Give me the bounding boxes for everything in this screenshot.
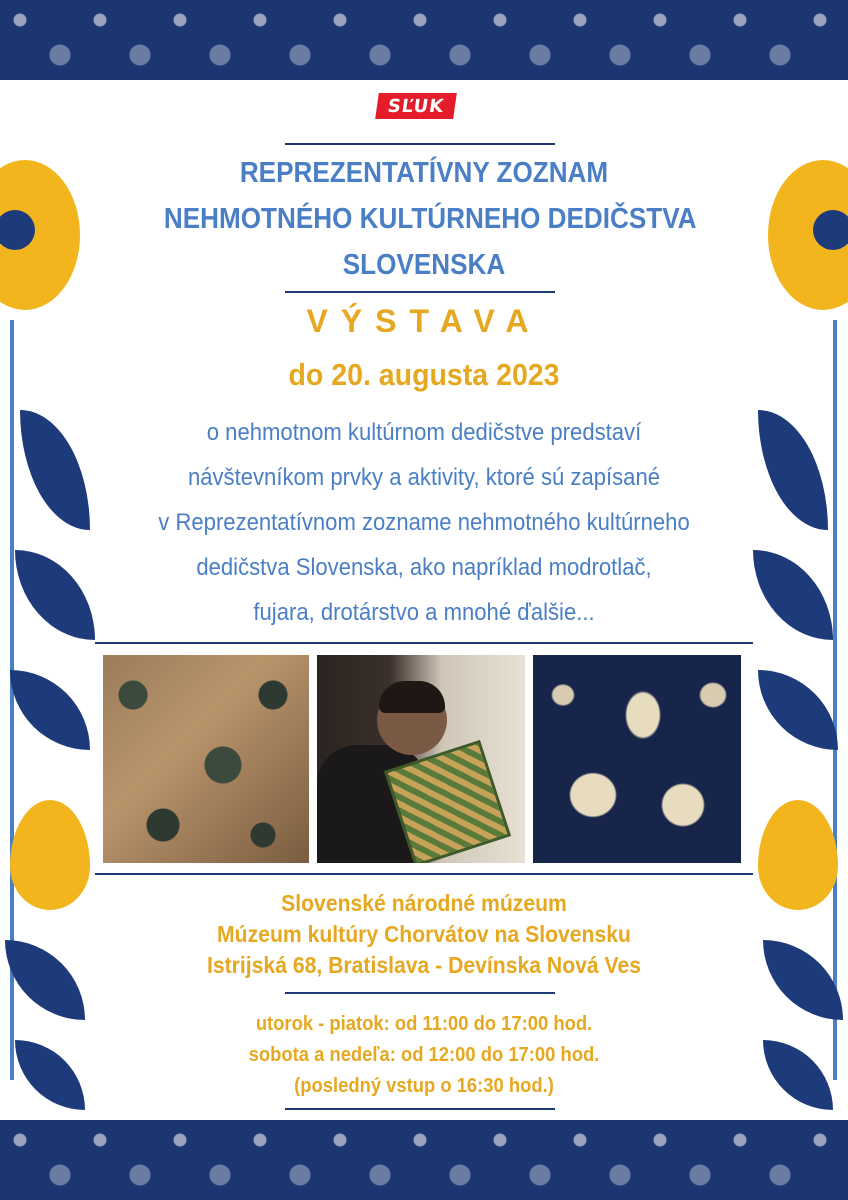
- description-line: v Reprezentatívnom zozname nehmotného kultúrneho: [158, 509, 690, 536]
- title-line: REPREZENTATÍVNY ZOZNAM: [239, 157, 609, 189]
- leaf-icon: [758, 410, 828, 530]
- divider-line: [95, 873, 753, 875]
- exhibition-description: [140, 410, 709, 635]
- leaf-icon: [20, 410, 90, 530]
- leaf-icon: [15, 1040, 85, 1110]
- divider-line: [95, 642, 753, 644]
- photo-craftsman: [317, 655, 525, 863]
- divider-line: [285, 1108, 555, 1110]
- description-line: o nehmotnom kultúrnom dedičstve predstaví: [206, 419, 642, 446]
- description-line: návštevníkom prvky a aktivity, ktoré sú zapísané: [187, 464, 661, 491]
- description-line: dedičstva Slovenska, ako napríklad modrotlač,: [196, 554, 652, 581]
- divider-line: [285, 143, 555, 145]
- leaf-icon: [15, 550, 95, 640]
- leaf-icon: [5, 940, 85, 1020]
- opening-hours: [121, 1009, 726, 1102]
- stem-decoration: [833, 320, 837, 1080]
- photo-blueprint-fabric: [533, 655, 741, 863]
- description-line: fujara, drotárstvo a mnohé ďalšie...: [253, 599, 595, 626]
- hours-line: utorok - piatok: od 11:00 do 17:00 hod.: [255, 1013, 593, 1035]
- hours-line: (posledný vstup o 16:30 hod.): [294, 1075, 554, 1097]
- flower-center-icon: [813, 210, 848, 250]
- yellow-bud-icon: [10, 800, 90, 910]
- leaf-icon: [758, 670, 838, 750]
- person-hair: [379, 681, 445, 713]
- title-line: SLOVENSKA: [342, 249, 506, 281]
- poster-card: [95, 80, 753, 1120]
- indigo-pattern-bottom: [0, 1120, 848, 1200]
- floral-border-right: [753, 80, 848, 1120]
- floral-border-left: [0, 80, 95, 1120]
- leaf-icon: [753, 550, 833, 640]
- sluk-logo: SĽUK: [375, 93, 457, 119]
- leaf-icon: [763, 940, 843, 1020]
- venue-info: [121, 888, 726, 981]
- hours-line: sobota a nedeľa: od 12:00 do 17:00 hod.: [248, 1044, 600, 1066]
- exhibition-heading: VÝSTAVA: [306, 303, 542, 339]
- exhibition-date: do 20. augusta 2023: [288, 357, 560, 392]
- indigo-pattern-top: [0, 0, 848, 80]
- venue-line: Istrijská 68, Bratislava - Devínska Nová Ves: [206, 952, 642, 978]
- leaf-icon: [763, 1040, 833, 1110]
- venue-line: Slovenské národné múzeum: [281, 890, 567, 916]
- divider-line: [285, 992, 555, 994]
- leaf-icon: [10, 670, 90, 750]
- venue-line: Múzeum kultúry Chorvátov na Slovensku: [217, 921, 631, 947]
- exhibition-title: [163, 150, 697, 288]
- yellow-bud-icon: [758, 800, 838, 910]
- divider-line: [285, 291, 555, 293]
- photo-printing-blocks: [103, 655, 309, 863]
- title-line: NEHMOTNÉHO KULTÚRNEHO DEDIČSTVA: [163, 203, 697, 235]
